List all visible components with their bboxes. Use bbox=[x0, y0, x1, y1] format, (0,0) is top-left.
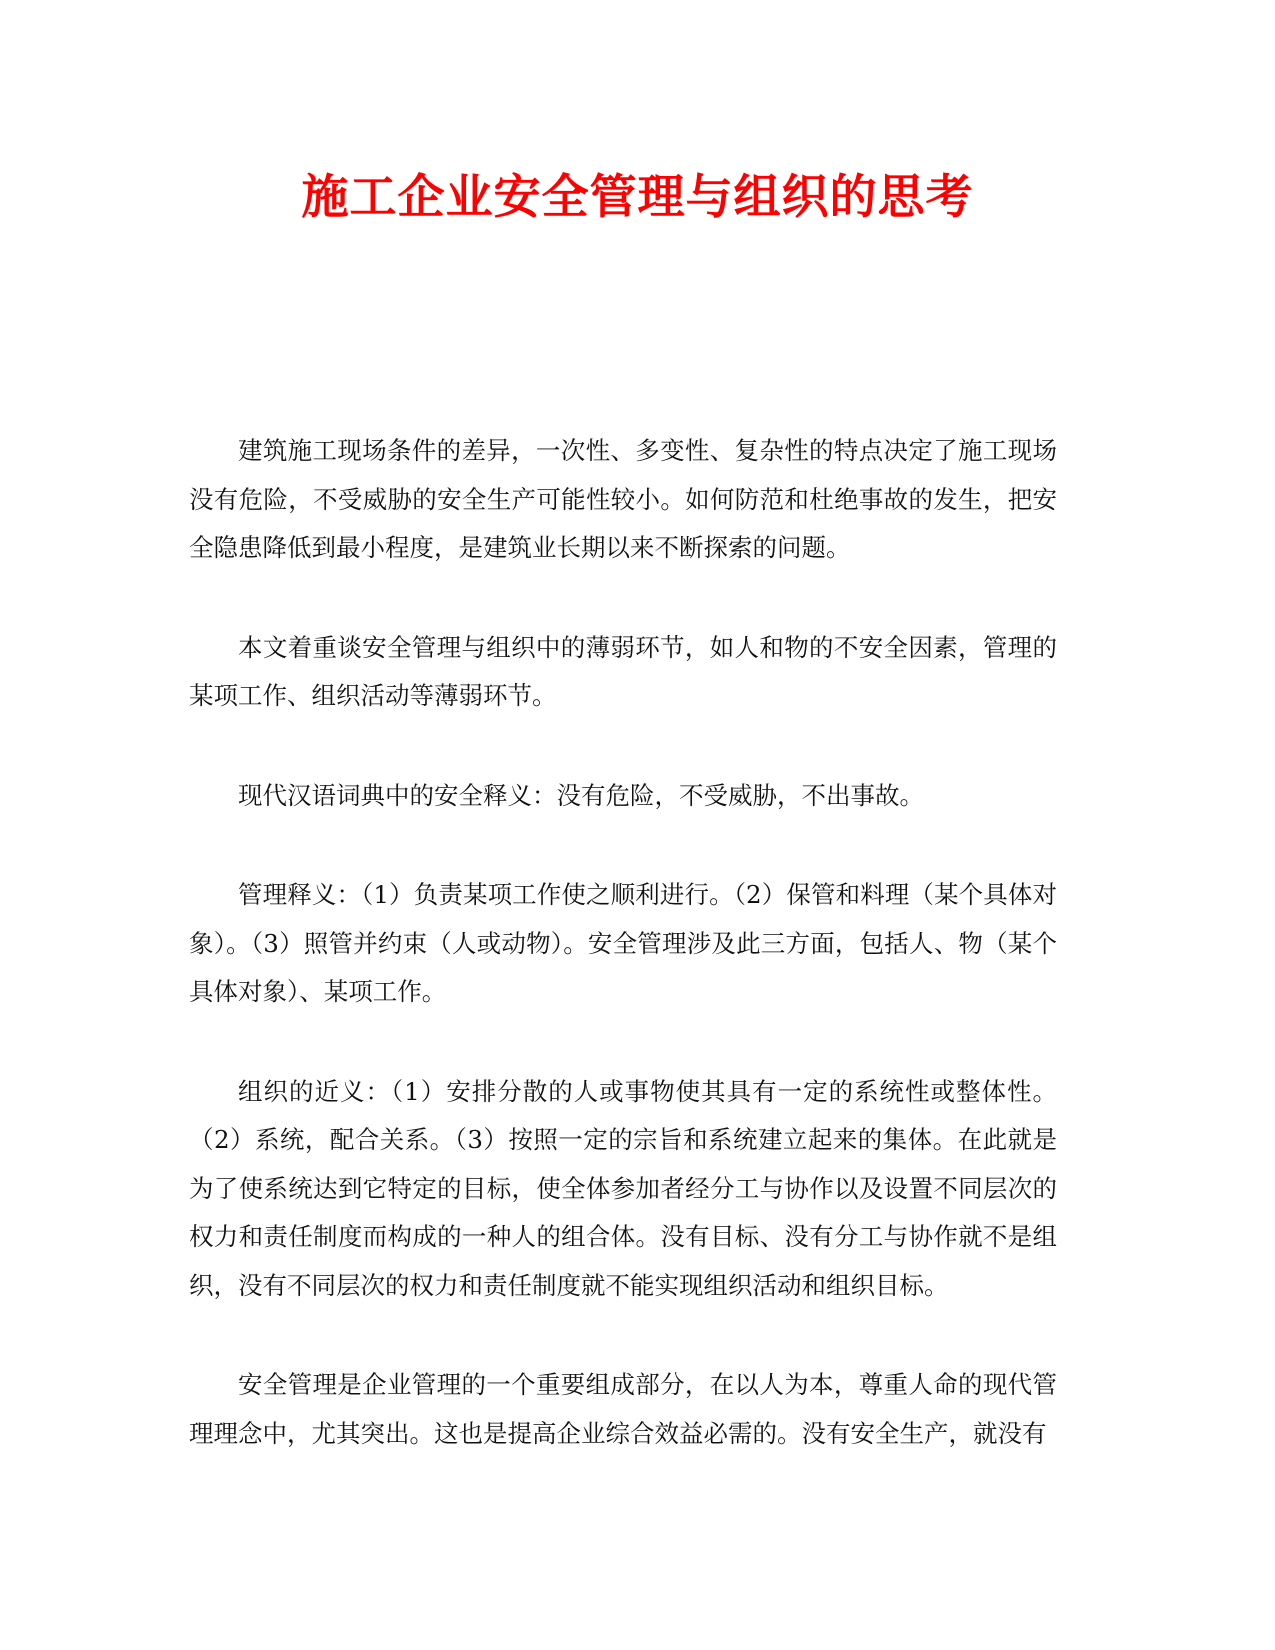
document-title: 施工企业安全管理与组织的思考 bbox=[301, 170, 974, 225]
paragraph-intro: 建筑施工现场条件的差异，一次性、多变性、复杂性的特点决定了施工现场没有危险，不受威胁的安全生产可能性较小。如何防范和杜绝事故的发生，把安全隐患降低到最小程度，是建筑业长期以来不断探索的问题。 bbox=[189, 436, 1057, 562]
paragraph-management-definition: 管理释义：（1）负责某项工作使之顺利进行。（2）保管和料理（某个具体对象）。（3）照管并约束（人或动物）。安全管理涉及此三方面，包括人、物（某个具体对象）、某项工作。 bbox=[189, 880, 1057, 1006]
paragraph-safety-management: 安全管理是企业管理的一个重要组成部分，在以人为本，尊重人命的现代管理理念中，尤其突出。这也是提高企业综合效益必需的。没有安全生产，就没有 bbox=[189, 1370, 1057, 1448]
paragraph-focus: 本文着重谈安全管理与组织中的薄弱环节，如人和物的不安全因素，管理的某项工作、组织活动等薄弱环节。 bbox=[189, 632, 1057, 710]
paragraph-safety-definition: 现代汉语词典中的安全释义：没有危险，不受威胁，不出事故。 bbox=[238, 780, 924, 810]
paragraph-organization-definition: 组织的近义：（1）安排分散的人或事物使其具有一定的系统性或整体性。（2）系统，配合关系。（3）按照一定的宗旨和系统建立起来的集体。在此就是为了使系统达到它特定的目标，使全体参加者经分工与协作以及设置不同层次的权力和责任制度而构成的一种人的组合体。没有目标、没有分工与协作就不是组织，没有不同层次的权力和责任制度就不能实现组织活动和组织目标。 bbox=[189, 1076, 1057, 1300]
document-body bbox=[189, 427, 1057, 1509]
